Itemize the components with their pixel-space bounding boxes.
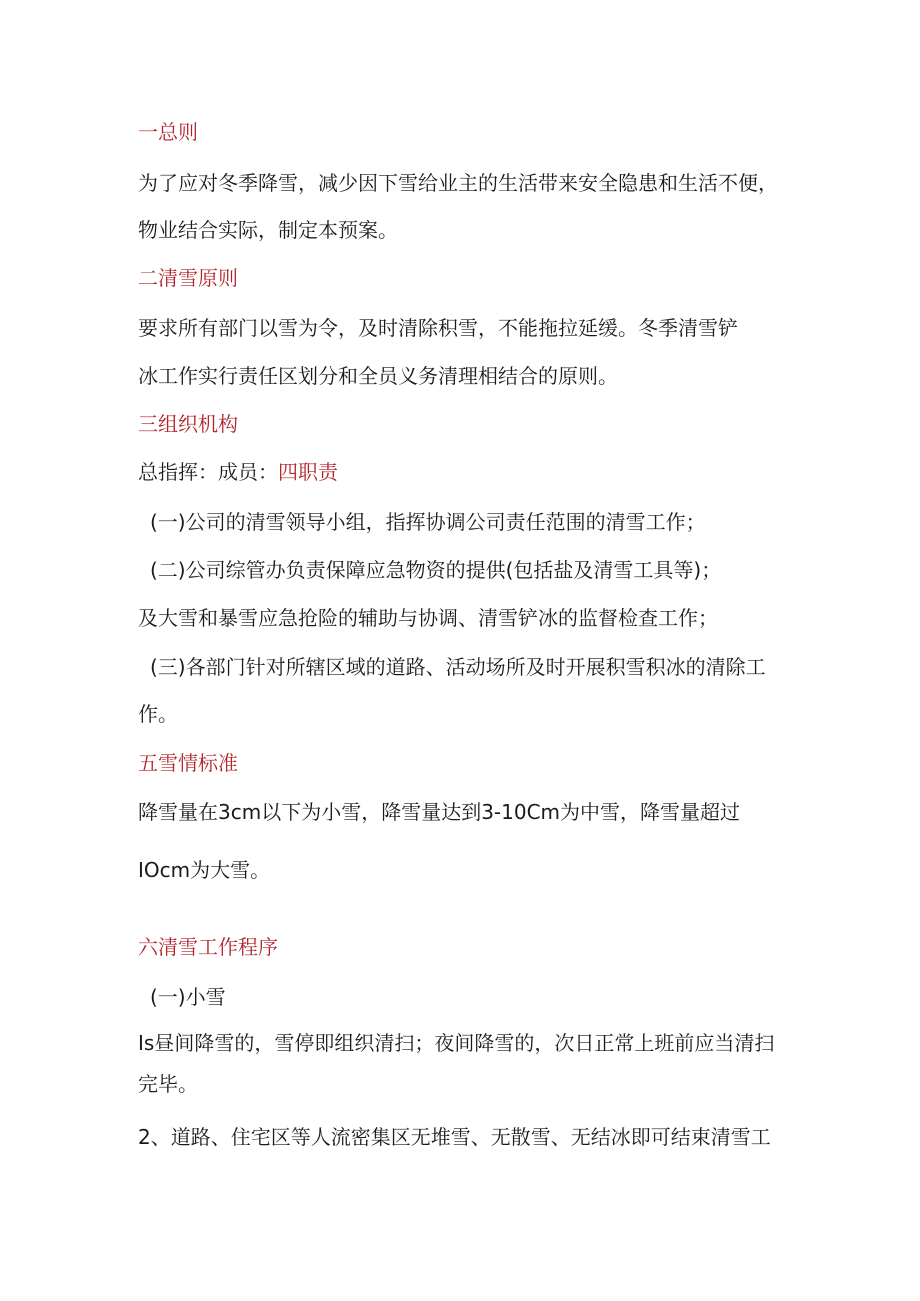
section-heading-organization: 三组织机构 <box>138 412 238 436</box>
section-heading-principles: 二清雪原则 <box>138 266 238 290</box>
paragraph-line: 为了应对冬季降雪，减少因下雪给业主的生活带来安全隐患和生活不便， <box>138 171 778 195</box>
paragraph-line: 物业结合实际，制定本预案。 <box>138 218 398 242</box>
duty-item: (一)公司的清雪领导小组，指挥协调公司责任范围的清雪工作； <box>150 510 706 534</box>
duty-item: (三)各部门针对所辖区域的道路、活动场所及时开展积雪积冰的清除工 <box>150 655 766 679</box>
paragraph-line: 要求所有部门以雪为令，及时清除积雪，不能拖拉延缓。冬季清雪铲 <box>138 316 738 340</box>
paragraph-line: 冰工作实行责任区划分和全员义务清理相结合的原则。 <box>138 364 618 388</box>
commander-members-text: 总指挥：成员： <box>138 460 278 484</box>
paragraph-line: 降雪量在3cm以下为小雪，降雪量达到3-10Cm为中雪，降雪量超过 <box>138 800 741 824</box>
section-heading-snow-standard: 五雪情标准 <box>138 751 238 775</box>
section-heading-duties: 四职责 <box>278 460 338 484</box>
section-heading-procedure: 六清雪工作程序 <box>138 935 278 959</box>
paragraph-line: Is昼间降雪的，雪停即组织清扫；夜间降雪的，次日正常上班前应当清扫 <box>138 1031 775 1055</box>
duty-item: (二)公司综管办负责保障应急物资的提供(包括盐及清雪工具等)； <box>150 558 722 582</box>
sub-heading-light-snow: (一)小雪 <box>150 985 226 1009</box>
paragraph-line: 2、道路、住宅区等人流密集区无堆雪、无散雪、无结冰即可结束清雪工 <box>138 1125 771 1149</box>
section-heading-general: 一总则 <box>138 120 198 144</box>
duty-item-continuation: 及大雪和暴雪应急抢险的辅助与协调、清雪铲冰的监督检查工作； <box>138 606 718 630</box>
duty-item-continuation: 作。 <box>138 702 178 726</box>
paragraph-line: IOcm为大雪。 <box>138 858 271 882</box>
paragraph-line: 完毕。 <box>138 1072 198 1096</box>
commander-members-line <box>138 458 338 486</box>
